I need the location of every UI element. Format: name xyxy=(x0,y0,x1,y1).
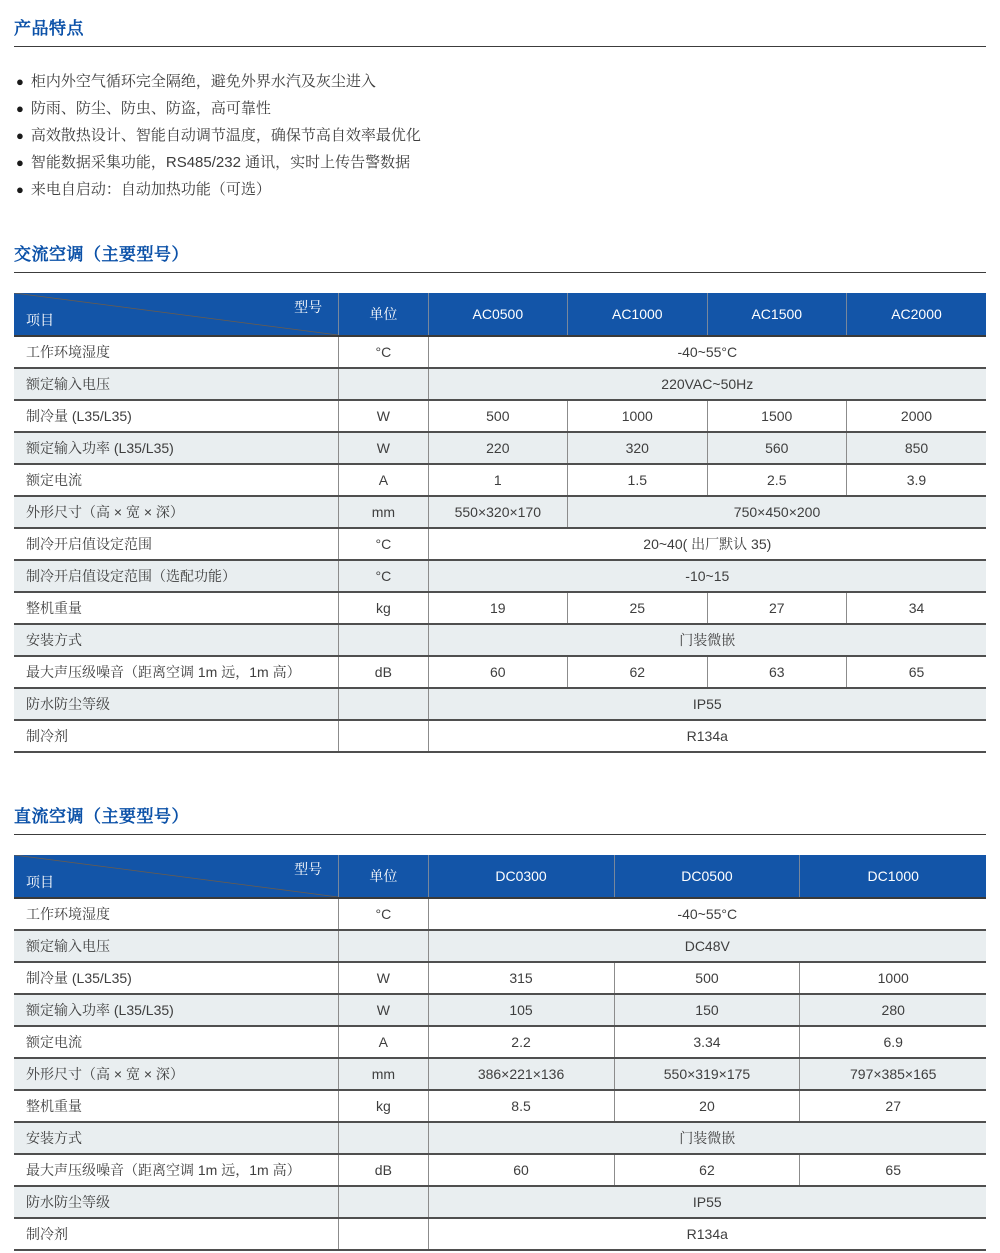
spec-row xyxy=(14,1186,986,1218)
row-label: 额定电流 xyxy=(14,1026,339,1058)
ac-section xyxy=(14,240,986,753)
span-value-cell: -10~15 xyxy=(428,560,986,592)
spec-row xyxy=(14,336,986,368)
value-cell: 62 xyxy=(568,656,707,688)
row-label: 制冷量 (L35/L35) xyxy=(14,962,339,994)
features-list xyxy=(14,68,986,203)
header-row xyxy=(14,293,986,336)
spec-row xyxy=(14,898,986,930)
value-cell: 550×319×175 xyxy=(614,1058,800,1090)
diagonal-header-cell xyxy=(14,855,339,898)
unit-cell: dB xyxy=(339,656,428,688)
value-cell: 25 xyxy=(568,592,707,624)
feature-text: 防雨、防尘、防虫、防盗，高可靠性 xyxy=(30,100,271,117)
value-cell: 1000 xyxy=(568,400,707,432)
feature-text: 来电自启动：自动加热功能（可选） xyxy=(30,181,271,198)
spec-row xyxy=(14,464,986,496)
unit-cell: A xyxy=(339,1026,428,1058)
unit-cell xyxy=(339,1218,428,1250)
unit-cell: °C xyxy=(339,528,428,560)
unit-cell: mm xyxy=(339,496,428,528)
model-column-header: DC0500 xyxy=(614,855,800,898)
feature-item xyxy=(16,95,986,122)
value-cell: 6.9 xyxy=(800,1026,986,1058)
row-label: 最大声压级噪音（距离空调 1m 远，1m 高） xyxy=(14,656,339,688)
span-value-cell: -40~55°C xyxy=(428,898,986,930)
unit-cell: °C xyxy=(339,898,428,930)
value-cell: 850 xyxy=(846,432,986,464)
row-label: 制冷量 (L35/L35) xyxy=(14,400,339,432)
value-cell: 315 xyxy=(428,962,614,994)
value-cell: 27 xyxy=(707,592,846,624)
row-label: 工作环境湿度 xyxy=(14,898,339,930)
unit-cell: kg xyxy=(339,592,428,624)
value-cell: 560 xyxy=(707,432,846,464)
spec-row xyxy=(14,400,986,432)
spec-row xyxy=(14,1058,986,1090)
row-label: 最大声压级噪音（距离空调 1m 远，1m 高） xyxy=(14,1154,339,1186)
row-label: 额定电流 xyxy=(14,464,339,496)
bullet-icon: ● xyxy=(16,182,24,197)
value-cell: 1500 xyxy=(707,400,846,432)
model-column-header: AC2000 xyxy=(846,293,986,336)
dc-section xyxy=(14,802,986,1251)
value-cell: 3.9 xyxy=(846,464,986,496)
row-label: 制冷剂 xyxy=(14,720,339,752)
value-cell: 60 xyxy=(428,656,567,688)
title-rule xyxy=(14,46,986,47)
row-label: 工作环境湿度 xyxy=(14,336,339,368)
value-cell: 386×221×136 xyxy=(428,1058,614,1090)
value-cell: 500 xyxy=(428,400,567,432)
bullet-icon: ● xyxy=(16,74,24,89)
unit-cell xyxy=(339,624,428,656)
unit-cell: W xyxy=(339,400,428,432)
unit-cell: W xyxy=(339,432,428,464)
value-cell: 60 xyxy=(428,1154,614,1186)
value-cell: 220 xyxy=(428,432,567,464)
unit-cell xyxy=(339,930,428,962)
span-value-cell: 门装微嵌 xyxy=(428,624,986,656)
model-column-header: DC1000 xyxy=(800,855,986,898)
span-value-cell: 20~40( 出厂默认 35) xyxy=(428,528,986,560)
row-label: 安装方式 xyxy=(14,624,339,656)
spec-row xyxy=(14,432,986,464)
row-label: 安装方式 xyxy=(14,1122,339,1154)
row-label: 整机重量 xyxy=(14,592,339,624)
features-section xyxy=(14,14,986,203)
value-cell: 27 xyxy=(800,1090,986,1122)
features-title: 产品特点 xyxy=(14,19,84,38)
unit-cell: °C xyxy=(339,560,428,592)
value-cell: 2.5 xyxy=(707,464,846,496)
unit-cell xyxy=(339,720,428,752)
spec-row xyxy=(14,994,986,1026)
value-cell: 1.5 xyxy=(568,464,707,496)
value-cell: 797×385×165 xyxy=(800,1058,986,1090)
span-value-cell: 门装微嵌 xyxy=(428,1122,986,1154)
value-cell: 34 xyxy=(846,592,986,624)
feature-text: 智能数据采集功能，RS485/232 通讯，实时上传告警数据 xyxy=(30,154,411,171)
value-cell: 2000 xyxy=(846,400,986,432)
header-diagonal-line xyxy=(14,293,338,335)
model-header-label: 型号 xyxy=(294,299,323,315)
span-value-cell: IP55 xyxy=(428,688,986,720)
spec-row xyxy=(14,930,986,962)
unit-cell: °C xyxy=(339,336,428,368)
bullet-icon: ● xyxy=(16,128,24,143)
span-value-cell: IP55 xyxy=(428,1186,986,1218)
value-cell: 150 xyxy=(614,994,800,1026)
ac-section-title: 交流空调（主要型号） xyxy=(14,245,189,264)
header-row xyxy=(14,855,986,898)
feature-text: 柜内外空气循环完全隔绝，避免外界水汽及灰尘进入 xyxy=(30,73,376,90)
span-value-cell: R134a xyxy=(428,720,986,752)
model-column-header: DC0300 xyxy=(428,855,614,898)
model-column-header: AC1500 xyxy=(707,293,846,336)
ac-spec-table xyxy=(14,293,986,753)
spec-row xyxy=(14,368,986,400)
value-cell: 550×320×170 xyxy=(428,496,567,528)
unit-cell xyxy=(339,688,428,720)
row-label: 外形尺寸（高 × 宽 × 深） xyxy=(14,1058,339,1090)
row-label: 整机重量 xyxy=(14,1090,339,1122)
value-cell: 3.34 xyxy=(614,1026,800,1058)
value-cell: 1000 xyxy=(800,962,986,994)
span-value-cell: -40~55°C xyxy=(428,336,986,368)
row-label: 额定输入功率 (L35/L35) xyxy=(14,432,339,464)
value-cell: 20 xyxy=(614,1090,800,1122)
row-label: 防水防尘等级 xyxy=(14,1186,339,1218)
feature-item xyxy=(16,122,986,149)
spec-row xyxy=(14,496,986,528)
value-cell: 105 xyxy=(428,994,614,1026)
header-diagonal-line xyxy=(14,855,338,897)
value-cell: 280 xyxy=(800,994,986,1026)
value-cell: 2.2 xyxy=(428,1026,614,1058)
feature-item xyxy=(16,68,986,95)
unit-header: 单位 xyxy=(339,855,428,898)
bullet-icon: ● xyxy=(16,155,24,170)
row-label: 防水防尘等级 xyxy=(14,688,339,720)
bullet-icon: ● xyxy=(16,101,24,116)
row-label: 额定输入功率 (L35/L35) xyxy=(14,994,339,1026)
span-value-cell: 220VAC~50Hz xyxy=(428,368,986,400)
unit-cell xyxy=(339,1186,428,1218)
span-value-cell: R134a xyxy=(428,1218,986,1250)
span-value-cell: 750×450×200 xyxy=(568,496,986,528)
value-cell: 65 xyxy=(800,1154,986,1186)
span-value-cell: DC48V xyxy=(428,930,986,962)
spec-row xyxy=(14,1154,986,1186)
unit-cell: mm xyxy=(339,1058,428,1090)
spec-row xyxy=(14,1090,986,1122)
row-label: 外形尺寸（高 × 宽 × 深） xyxy=(14,496,339,528)
spec-row xyxy=(14,1122,986,1154)
row-label: 制冷开启值设定范围 xyxy=(14,528,339,560)
feature-text: 高效散热设计、智能自动调节温度，确保节高自效率最优化 xyxy=(30,127,421,144)
unit-cell: kg xyxy=(339,1090,428,1122)
row-label: 额定输入电压 xyxy=(14,368,339,400)
value-cell: 63 xyxy=(707,656,846,688)
item-header-label: 项目 xyxy=(26,874,54,890)
dc-section-title: 直流空调（主要型号） xyxy=(14,807,189,826)
unit-cell: W xyxy=(339,994,428,1026)
model-column-header: AC0500 xyxy=(428,293,567,336)
unit-header: 单位 xyxy=(339,293,428,336)
spec-row xyxy=(14,592,986,624)
row-label: 制冷剂 xyxy=(14,1218,339,1250)
spec-row xyxy=(14,560,986,592)
feature-item xyxy=(16,176,986,203)
value-cell: 1 xyxy=(428,464,567,496)
item-header-label: 项目 xyxy=(26,312,54,328)
dc-spec-table xyxy=(14,855,986,1251)
value-cell: 62 xyxy=(614,1154,800,1186)
value-cell: 8.5 xyxy=(428,1090,614,1122)
value-cell: 19 xyxy=(428,592,567,624)
value-cell: 65 xyxy=(846,656,986,688)
value-cell: 320 xyxy=(568,432,707,464)
value-cell: 500 xyxy=(614,962,800,994)
diagonal-header-cell xyxy=(14,293,339,336)
unit-cell: A xyxy=(339,464,428,496)
spec-row xyxy=(14,656,986,688)
unit-cell: dB xyxy=(339,1154,428,1186)
spec-row xyxy=(14,720,986,752)
spec-row xyxy=(14,528,986,560)
unit-cell xyxy=(339,368,428,400)
spec-row xyxy=(14,1218,986,1250)
feature-item xyxy=(16,149,986,176)
model-column-header: AC1000 xyxy=(568,293,707,336)
row-label: 制冷开启值设定范围（选配功能） xyxy=(14,560,339,592)
spec-row xyxy=(14,624,986,656)
unit-cell xyxy=(339,1122,428,1154)
unit-cell: W xyxy=(339,962,428,994)
spec-row xyxy=(14,962,986,994)
spec-row xyxy=(14,688,986,720)
model-header-label: 型号 xyxy=(294,861,323,877)
spec-row xyxy=(14,1026,986,1058)
row-label: 额定输入电压 xyxy=(14,930,339,962)
